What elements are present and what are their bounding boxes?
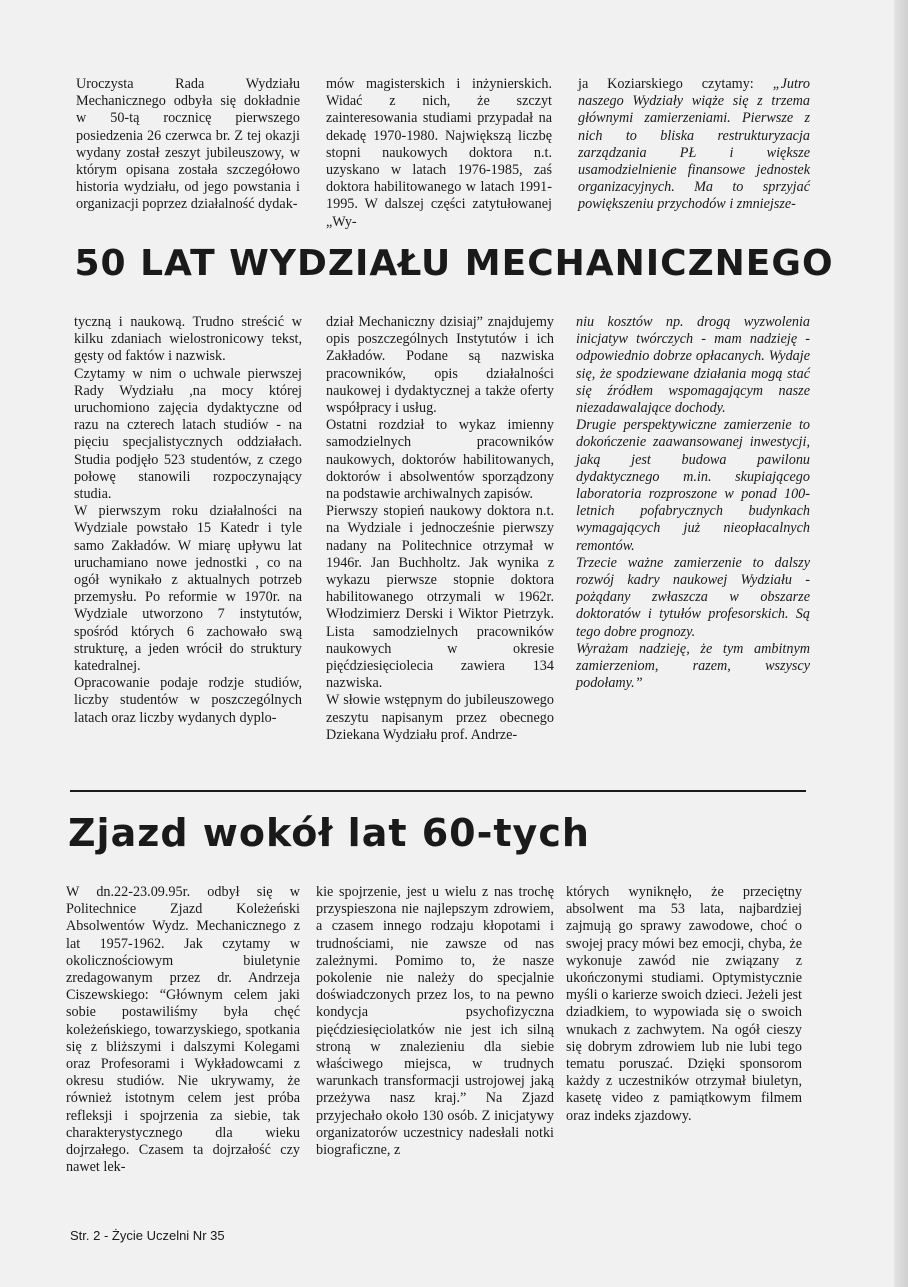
paragraph: tyczną i naukową. Trudno streścić w kilku zdaniach wielostronicowy tekst, gęsty od faktów i nazwisk.: [74, 314, 302, 365]
paragraph: W słowie wstępnym do jubileuszowego zeszytu napisanym przez obecnego Dziekana Wydziału prof. Andrze-: [326, 692, 554, 743]
paragraph: Czytamy w nim o uchwale pierwszej Rady Wydziału ,na mocy której uruchomiono zajęcia dydaktyczne od razu na czterech latach studiów - na pięciu specjalistycznych oddziałach. Studia podjęło 523 studentów, z czego połowę stanowili rozpoczynający studia.: [74, 365, 302, 503]
paragraph: dział Mechaniczny dzisiaj” znajdujemy opis poszczególnych Instytutów i ich Zakładów. Podane są nazwiska pracowników, opis działalności naukowej i dydaktycznej a także oferty współpracy i usług.: [326, 314, 554, 417]
section-divider: [70, 790, 806, 792]
article2-col-1: [66, 884, 300, 1176]
article1-headline: 50 LAT WYDZIAŁU MECHANICZNEGO: [74, 243, 834, 284]
paragraph: Trzecie ważne zamierzenie to dalszy rozwój kadry naukowej Wydziału - pożądany zwłaszcza w obszarze doktoratów i tytułów profesorskich. Są tego dobre prognozy.: [576, 554, 810, 640]
paragraph: kie spojrzenie, jest u wielu z nas trochę przyspieszona nie najlepszym zdrowiem, a czasem innego rodzaju kłopotami i trudnościami, nie zawsze od nas zależnymi. Pomimo to, że nasze pokolenie nie należy do specjalnie doświadczonych przez los, to na pewno kondycja psychofizyczna pięćdziesięciolatków nie jest ich silną stroną w znalezieniu dla siebie właściwego miejsca, w trudnych warunkach transformacji ustrojowej jaką przeżywa nasz kraj.” Na Zjazd przyjechało około 130 osób. Z inicjatywy organizatorów uczestnicy nadesłali notki biograficzne, z: [316, 884, 554, 1159]
article1-bottom-col-3: [576, 314, 810, 692]
paragraph: Pierwszy stopień naukowy doktora n.t. na Wydziale i jednocześnie pierwszy nadany na Politechnice otrzymał w 1946r. Jan Buchholtz. Jak wynika z wykazu pierwsze stopnie doktora habilitowanego otrzymali w 1962r. Włodzimierz Derski i Wiktor Pietrzyk. Lista samodzielnych pracowników naukowych w okresie pięćdziesięciolecia zawiera 134 nazwiska.: [326, 503, 554, 692]
article1-top-paragraph: [578, 76, 810, 214]
article1-top-paragraph: Uroczysta Rada Wydziału Mechanicznego odbyła się dokładnie w 50-tą rocznicę pierwszego posiedzenia 26 czerwca br. Z tej okazji wydany został zeszyt jubileuszowy, w którym opisana została szczegółowo historia wydziału, od jego powstania i organizacji poprzez działalność dydak-: [76, 76, 300, 213]
paragraph: W dn.22-23.09.95r. odbył się w Politechnice Zjazd Koleżeński Absolwentów Wydz. Mechanicznego z lat 1957-1962. Jak czytamy w okolicznościowym biuletynie zredagowanym przez dr. Andrzeja Ciszewskiego: “Głównym celem jaki sobie postawiliśmy była chęć koleżeńskiego, towarzyskiego, spotkania się z bliższymi i dalszymi Kolegami oraz Profesorami i Wykładowcami z okresu studiów. Nie ukrywamy, że również istotnym celem jest próba refleksji i spojrzenia za siebie, tak charakterystycznego dla wieku dojrzałego. Czasem ta dojrzałość czy nawet lek-: [66, 884, 300, 1176]
paragraph: których wyniknęło, że przeciętny absolwent ma 53 lata, najbardziej zajmują go sprawy zawodowe, choć o swojej pracy mówi bez emocji, chyba, że wykonuje zawód nie związany z ukończonymi studiami. Optymistycznie myśli o karierze swoich dzieci. Jeżeli jest dziadkiem, to wypowiada się o swoich wnukach z zachwytem. Na ogół cieszy się dobrym zdrowiem lub nie lubi tego tematu poruszać. Dzięki sponsorom każdy z uczestników otrzymał biuletyn, kasetę video z pamiątkowym filmem oraz indeks zjazdowy.: [566, 884, 802, 1124]
paragraph: W pierwszym roku działalności na Wydziale powstało 15 Katedr i tyle samo Zakładów. W miarę upływu lat uruchamiano nowe jednostki , co na ogół wynikało z aktualnych potrzeb przemysłu. Po reformie w 1970r. na Wydziale utworzono 7 instytutów, spośród których 6 zachowało swą strukturę, a jeden wrócił do struktury katedralnej.: [74, 503, 302, 675]
article1-top-col-2: [326, 76, 552, 231]
paragraph: Drugie perspektywiczne zamierzenie to dokończenie zaawansowanej inwestycji, jaką jest budowa pawilonu dydaktycznego m.in. skupiającego laboratoria rozproszone w ponad 100-letnich pofabrycznych budynkach wymagających już nieopłacalnych remontów.: [576, 417, 810, 554]
article1-top-paragraph: mów magisterskich i inżynierskich. Widać z nich, że szczyt zainteresowania studiami przypadał na dekadę 1970-1980. Największą liczbę stopni naukowych doktora n.t. uzyskano w latach 1976-1985, zaś doktora habilitowanego w latach 1991-1995. W dalszej części zatytułowanej „Wy-: [326, 76, 552, 230]
article2-col-3: [566, 884, 802, 1125]
article1-top-col-3: [578, 76, 810, 214]
paragraph: Wyrażam nadzieję, że tym ambitnym zamierzeniom, razem, wszyscy podołamy.”: [576, 640, 810, 692]
article2-col-2: [316, 884, 554, 1159]
paragraph: Ostatni rozdział to wykaz imienny samodzielnych pracowników naukowych, doktorów habilitowanych, doktorów i absolwentów sporządzony na podstawie archiwalnych zapisów.: [326, 417, 554, 503]
article1-bottom-col-2: [326, 314, 554, 744]
quote-run: „Jutro naszego Wydziały wiąże się z trzema głównymi zamierzeniami. Pierwsze z nich to bliska restrukturyzacja zarządzania PŁ i większe usamodzielnienie finansowe jednostek organizacyjnych. Ma to sprzyjać powiększeniu przychodów i zmniejsze-: [578, 76, 810, 213]
article1-bottom-col-1: [74, 314, 302, 727]
article2-headline: Zjazd wokół lat 60-tych: [68, 811, 590, 855]
article1-top-col-1: [76, 76, 300, 214]
paragraph: niu kosztów np. drogą wyzwolenia inicjatyw twórczych - mam nadzieję - odpowiednio dobrze opłacanych. Wydaje się, że spodziewane działania mogą stać się źródłem wspomagającym nasze niezadawalające dochody.: [576, 314, 810, 417]
page-edge: [894, 0, 908, 1287]
page-footer: Str. 2 - Życie Uczelni Nr 35: [70, 1228, 225, 1243]
paragraph: Opracowanie podaje rodzje studiów, liczby studentów w poszczególnych latach oraz liczby wydanych dyplo-: [74, 675, 302, 726]
text-run: ja Koziarskiego czytamy:: [578, 76, 773, 92]
